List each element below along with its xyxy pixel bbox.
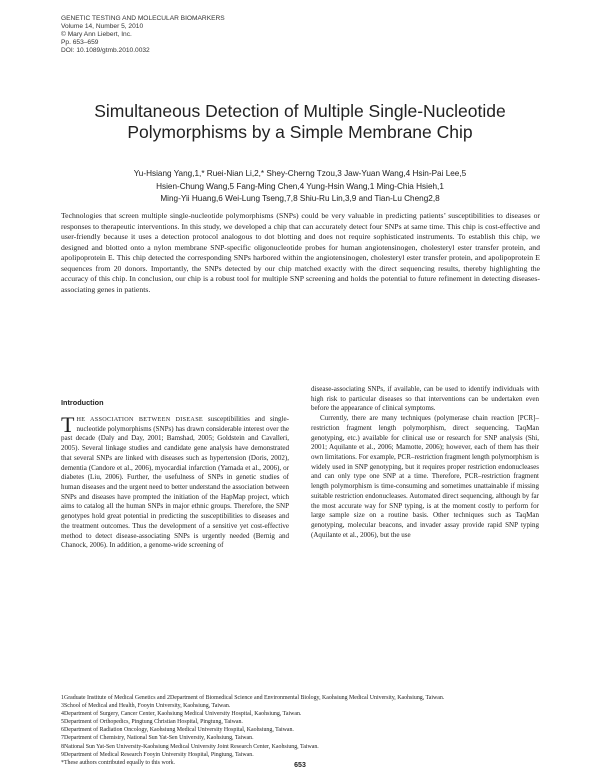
footnote: 7Department of Chemistry, National Sun Yat-Sen University, Kaohsiung, Taiwan. <box>61 735 254 742</box>
paper-title <box>0 101 600 143</box>
footnote: 5Department of Orthopedics, Pingtung Christian Hospital, Pingtung, Taiwan. <box>61 719 243 726</box>
intro-paragraph-1: susceptibilities and single-nucleotide polymorphisms (SNPs) has drawn considerable interest over the past decade (Daly and Day, 2001; Bamshad, 2005; Goldstein and Cavalleri, 2005). Several linkage studies and candidate gene analysis have demonstrated that several SNPs are linked with diseases such as hypertension (Doris, 2002), dementia (Candore et al., 2006), myocardial infarction (Yamada et al., 2006), or diabetes (Liu, 2006). Further, the usefulness of SNPs in genetic studies of human diseases and the urgent need to better understand the association between SNPs and diseases have prompted the initiation of the HapMap project, which aims to catalog all the human SNPs in major ethnic groups. Therefore, the SNP genotypes hold great potential in predicting the susceptibilities to diseases and the treatment outcomes. Thus the development of a sensitive yet cost-effective method to detect disease-associating SNPs is urgently needed (Bernig and Chanock, 2006). In addition, a genome-wide screening of <box>61 415 289 550</box>
footnote: 4Department of Surgery, Cancer Center, Kaohsiung Medical University Hospital, Kaohsiung, Taiwan. <box>61 711 302 718</box>
body-column-right <box>311 385 539 541</box>
doi: DOI: 10.1089/gtmb.2010.0032 <box>61 47 150 54</box>
title-line-2: Polymorphisms by a Simple Membrane Chip <box>127 122 473 142</box>
page-number: 653 <box>294 762 306 769</box>
drop-cap: T <box>61 412 75 437</box>
intro-paragraph-2: Currently, there are many techniques (polymerase chain reaction [PCR]–restriction fragment length polymorphism, direct sequencing, TaqMan genotyping, etc.) available for clinical use or research for SNP analysis (Shi, 2001; Aquilante et al., 2006; Mamotte, 2006); however, each of them has their own limitations. For example, PCR–restriction fragment length polymorphism is widely used in SNP genotyping, but it requires proper restriction endonucleases and can only type one SNP at a time. Therefore, PCR–restriction fragment length polymorphism is time-consuming and sometimes unattainable if missing suitable restriction endonucleases. Automated direct sequencing, although by far the most accurate way for SNP typing, is at the moment costly to perform for large sample size on a routine basis. Other techniques such as TaqMan genotyping, molecular beacons, and invader assay provide rapid SNP typing (Aquilante et al., 2006), but the use <box>311 414 539 539</box>
author-line-1: Yu-Hsiang Yang,1,* Ruei-Nian Li,2,* Shey-Cherng Tzou,3 Jaw-Yuan Wang,4 Hsin-Pai Lee,5 <box>133 169 467 178</box>
section-heading-introduction: Introduction <box>61 398 104 407</box>
footnote: 9Department of Medical Research Fooyin University Hospital, Pingtung, Taiwan. <box>61 751 254 758</box>
footnote: 1Graduate Institute of Medical Genetics and 2Department of Biomedical Science and Environmental Biology, Kaohsiung Medical University, Kaohsiung, Taiwan. <box>61 695 445 701</box>
journal-name: GENETIC TESTING AND MOLECULAR BIOMARKERS <box>61 15 225 22</box>
footnote: 8National Sun Yat-Sen University-Kaohsiung Medical University Joint Research Center, Kaohsiung, Taiwan. <box>61 743 319 750</box>
title-line-1: Simultaneous Detection of Multiple Single-Nucleotide <box>94 101 506 121</box>
author-list <box>100 168 500 206</box>
author-line-2: Hsien-Chung Wang,5 Fang-Ming Chen,4 Yung-Hsin Wang,1 Ming-Chia Hsieh,1 <box>156 181 444 191</box>
intro-smallcaps: HE ASSOCIATION BETWEEN DISEASE <box>76 416 204 423</box>
footnote: 3School of Medical and Health, Fooyin University, Kaohsiung, Taiwan. <box>61 703 231 710</box>
affiliation-footnotes <box>61 694 540 767</box>
abstract: Technologies that screen multiple single-nucleotide polymorphisms (SNPs) could be very valuable in predicting patients’ susceptibilities to diseases or responses to therapeutic interventions. In this study, we developed a chip that can accurately detect four SNPs at same time. This chip is cost-effective and user-friendly because it uses a detection protocol analogous to dot blotting and does not require sophisticated instruments. To establish this chip, we designed and blotted onto a nylon membrane SNP-specific oligonucleotide probes for human angiotensinogen, cholesteryl ester transfer protein, and apolipoprotein E. This chip detected the corresponding SNPs harbored within the angiotensinogen, cholesteryl ester transfer protein, and apolipoprotein E sequences from 20 donors. Importantly, the SNPs detected by our chip matched exactly with the direct sequencing results, thereby highlighting the accuracy of this chip. In conclusion, our chip is a robust tool for multiple SNP screening and holds the potential to future refinement in detecting diseases-associating genes in patients. <box>61 211 540 294</box>
intro-paragraph-1-continued: disease-associating SNPs, if available, can be used to identify individuals with high risk to particular diseases so that interventions can be undertaken even before the appearance of clinical symptoms. <box>311 385 539 413</box>
page-range: Pp. 653–659 <box>61 39 99 46</box>
volume-info: Volume 14, Number 5, 2010 <box>61 23 144 30</box>
body-column-left <box>61 412 289 551</box>
author-line-3: Ming-Yii Huang,6 Wei-Lung Tseng,7,8 Shiu-Ru Lin,3,9 and Tian-Lu Cheng2,8 <box>160 194 440 203</box>
journal-header <box>61 15 225 55</box>
footnote: 6Department of Radiation Oncology, Kaohsiung Medical University Hospital, Kaohsiung, Taiwan. <box>61 727 294 734</box>
footnote: *These authors contributed equally to this work. <box>61 759 176 766</box>
copyright: © Mary Ann Liebert, Inc. <box>61 31 132 38</box>
